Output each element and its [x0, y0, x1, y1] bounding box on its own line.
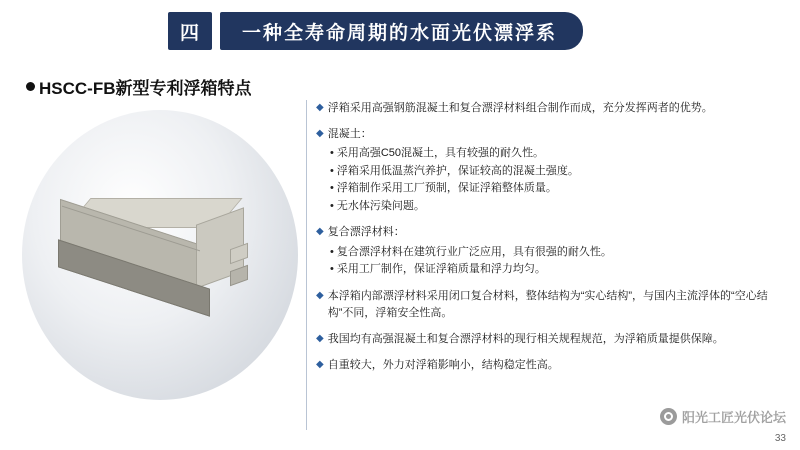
bullet-item-text: 浮箱采用高强钢筋混凝土和复合漂浮材料组合制作而成，充分发挥两者的优势。 [327, 102, 713, 114]
vertical-divider [306, 100, 307, 430]
bullet-item-text: 本浮箱内部漂浮材料采用闭口复合材料，整体结构为“实心结构”，与国内主流浮体的“空心结构”不同，浮箱安全性高。 [327, 289, 768, 319]
content-block [316, 288, 786, 322]
sub-bullet-text: 浮箱采用低温蒸汽养护，保证较高的混凝土强度。 [336, 164, 579, 177]
sub-bullet-text: 采用工厂制作，保证浮箱质量和浮力均匀。 [336, 263, 546, 276]
sub-bullet-item [330, 163, 786, 181]
sub-bullet-text: 采用高强C50混凝土，具有较强的耐久性。 [336, 147, 545, 160]
sub-bullet-list [330, 145, 786, 215]
small-bullet-icon: • [330, 182, 334, 195]
forum-logo-icon [660, 408, 677, 425]
bullet-item-text: 自重较大，外力对浮箱影响小，结构稳定性高。 [327, 358, 559, 371]
diamond-bullet-icon: ◆ [316, 332, 324, 344]
bullet-item [316, 331, 786, 348]
diamond-bullet-icon: ◆ [316, 128, 324, 140]
watermark [660, 407, 786, 426]
page-number: 33 [774, 433, 786, 444]
bullet-item [316, 126, 786, 143]
slide-header [168, 12, 583, 50]
bullet-item [316, 288, 786, 322]
diamond-bullet-icon: ◆ [316, 289, 324, 301]
small-bullet-icon: • [330, 245, 334, 258]
page-title: 一种全寿命周期的水面光伏漂浮系 [220, 12, 583, 50]
content-block [316, 126, 786, 215]
bullet-item-text: 混凝土： [327, 128, 372, 141]
sub-bullet-list [330, 244, 786, 279]
sub-bullet-text: 浮箱制作采用工厂预制，保证浮箱整体质量。 [336, 182, 557, 195]
section-heading [26, 74, 252, 99]
diamond-bullet-icon: ◆ [316, 226, 324, 238]
watermark-label: 阳光工匠光伏论坛 [681, 410, 786, 425]
bullet-dot-icon [26, 82, 35, 91]
content-block [316, 100, 786, 117]
bullet-item-text: 复合漂浮材料： [327, 226, 405, 239]
content-block [316, 357, 786, 374]
bullet-item [316, 357, 786, 374]
section-number-badge: 四 [168, 12, 212, 50]
small-bullet-icon: • [330, 263, 334, 276]
sub-bullet-item [330, 180, 786, 198]
section-heading-label: HSCC-FB新型专利浮箱特点 [39, 79, 252, 98]
float-box-image [22, 110, 298, 400]
sub-bullet-text: 复合漂浮材料在建筑行业广泛应用，具有很强的耐久性。 [336, 245, 612, 258]
bullet-item-text: 我国均有高强混凝土和复合漂浮材料的现行相关规程规范，为浮箱质量提供保障。 [327, 332, 724, 345]
sub-bullet-item [330, 244, 786, 262]
small-bullet-icon: • [330, 147, 334, 160]
sub-bullet-item [330, 198, 786, 216]
content-block [316, 224, 786, 278]
bullet-item [316, 224, 786, 241]
small-bullet-icon: • [330, 199, 334, 212]
sub-bullet-item [330, 261, 786, 279]
content-list [316, 100, 786, 383]
content-block [316, 331, 786, 348]
sub-bullet-item [330, 145, 786, 163]
bullet-item [316, 100, 786, 117]
sub-bullet-text: 无水体污染问题。 [336, 199, 425, 212]
diamond-bullet-icon: ◆ [316, 102, 324, 113]
diamond-bullet-icon: ◆ [316, 358, 324, 370]
float-box-illustration [52, 198, 267, 318]
small-bullet-icon: • [330, 164, 334, 177]
